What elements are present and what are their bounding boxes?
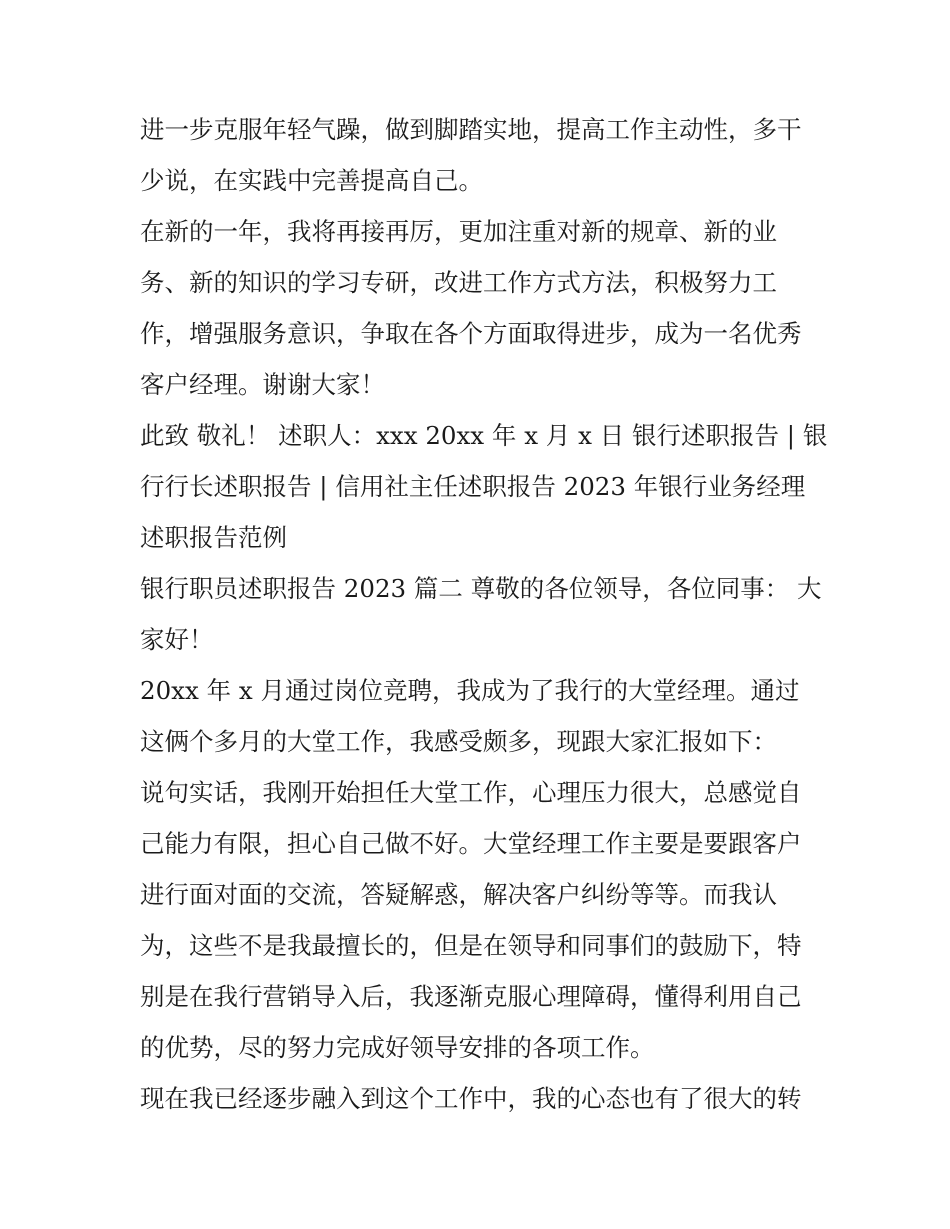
text-line: 少说，在实践中完善提高自己。 [140, 166, 483, 195]
text-line: 在新的一年，我将再接再厉，更加注重对新的规章、新的业 [140, 217, 777, 246]
text-line: 作，增强服务意识，争取在各个方面取得进步，成为一名优秀 [140, 319, 802, 348]
text-line: 的优势，尽的努力完成好领导安排的各项工作。 [140, 1033, 655, 1062]
text-line: 己能力有限，担心自己做不好。大堂经理工作主要是要跟客户 [140, 829, 802, 858]
text-line: 述职报告范例 [140, 523, 287, 552]
text-line: 银行职员述职报告 2023 篇二 尊敬的各位领导，各位同事： 大 [140, 574, 822, 603]
text-line: 为，这些不是我最擅长的，但是在领导和同事们的鼓励下，特 [140, 931, 802, 960]
text-line: 20xx 年 x 月通过岗位竞聘，我成为了我行的大堂经理。通过 [140, 676, 800, 705]
text-line: 务、新的知识的学习专研，改进工作方式方法，积极努力工 [140, 268, 777, 297]
text-line: 这俩个多月的大堂工作，我感受颇多，现跟大家汇报如下： [140, 727, 777, 756]
text-line: 行行长述职报告 | 信用社主任述职报告 2023 年银行业务经理 [140, 472, 806, 501]
text-line: 进一步克服年轻气躁，做到脚踏实地，提高工作主动性，多干 [140, 115, 802, 144]
text-line: 进行面对面的交流，答疑解惑，解决客户纠纷等等。而我认 [140, 880, 777, 909]
text-line: 客户经理。谢谢大家！ [140, 370, 385, 399]
text-line: 现在我已经逐步融入到这个工作中，我的心态也有了很大的转 [140, 1084, 802, 1113]
text-line: 别是在我行营销导入后，我逐渐克服心理障碍，懂得利用自己 [140, 982, 802, 1011]
text-line: 此致 敬礼！ 述职人：xxx 20xx 年 x 月 x 日 银行述职报告 | 银 [140, 421, 828, 450]
text-line: 家好！ [140, 625, 214, 654]
text-line: 说句实话，我刚开始担任大堂工作，心理压力很大，总感觉自 [140, 778, 802, 807]
